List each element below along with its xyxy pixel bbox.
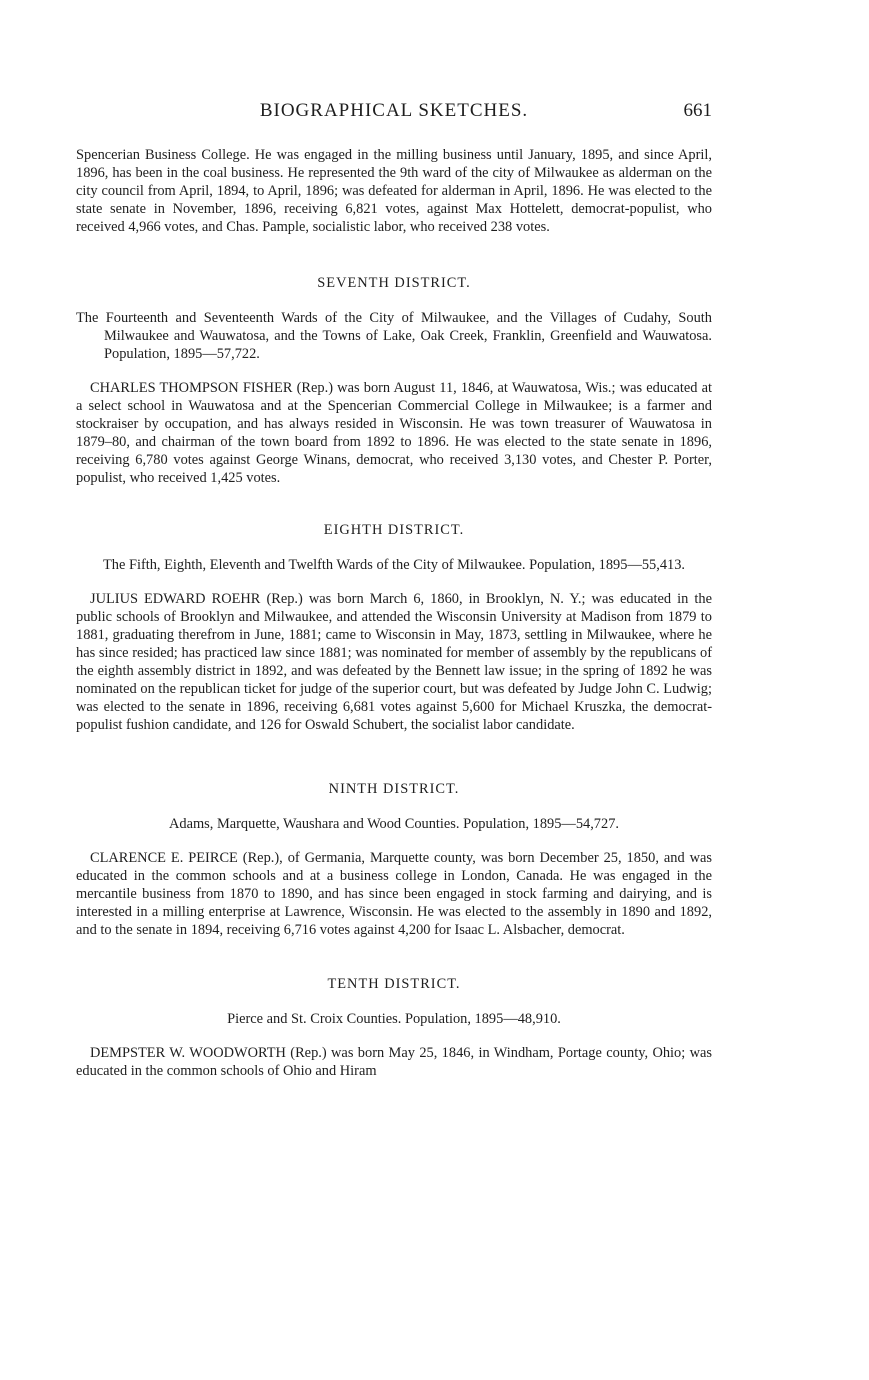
district-description: Adams, Marquette, Waushara and Wood Counties. Population, 1895—54,727. [168, 816, 619, 832]
biography-paragraph: CHARLES THOMPSON FISHER (Rep.) was born August 11, 1846, at Wauwatosa, Wis.; was educated at a select school in Wauwatosa and at the Spencerian Commercial College in Milwaukee; is a farmer and stockraiser by occupation, and has always resided in Wisconsin. He was town treasurer of Wauwatosa in 1879–80, and chairman of the town board from 1892 to 1896. He was elected to the state senate in 1896, receiving 6,780 votes against George Winans, democrat, who received 3,130 votes, and Chester P. Porter, populist, who received 1,425 votes. [76, 380, 712, 486]
district-description: The Fifth, Eighth, Eleventh and Twelfth Wards of the City of Milwaukee. Population, 1895—55,413. [102, 557, 686, 573]
biography-paragraph: JULIUS EDWARD ROEHR (Rep.) was born March 6, 1860, in Brooklyn, N. Y.; was educated in the public schools of Brooklyn and Milwaukee, and attended the Wisconsin University at Madison from 1879 to 1881, graduating therefrom in June, 1881; came to Wisconsin in May, 1873, settling in Milwaukee, where he has since resided; has practiced law since 1881; was nominated for member of assembly by the republicans of the eighth assembly district in 1892, and was defeated by the Bennett law issue; in the spring of 1892 he was nominated on the republican ticket for judge of the superior court, but was defeated by Judge John C. Ludwig; was elected to the senate in 1896, receiving 6,681 votes against 5,600 for Michael Kruszka, the democrat-populist fushion candidate, and 126 for Oswald Schubert, the socialist labor candidate. [76, 591, 712, 733]
page-body [76, 146, 712, 1080]
district-section-eighth [76, 521, 712, 734]
running-title: BIOGRAPHICAL SKETCHES. [259, 100, 529, 121]
district-heading: SEVENTH DISTRICT. [317, 275, 471, 291]
district-heading: NINTH DISTRICT. [328, 781, 460, 797]
district-description: Pierce and St. Croix Counties. Population, 1895—48,910. [227, 1011, 561, 1027]
district-heading: TENTH DISTRICT. [327, 976, 461, 992]
intro-paragraph: Spencerian Business College. He was engaged in the milling business until January, 1895, and since April, 1896, has been in the coal business. He represented the 9th ward of the city of Milwaukee as alderman on the city council from April, 1894, to April, 1896; was defeated for alderman in April, 1896. He was elected to the state senate in November, 1896, receiving 6,821 votes, against Max Hottelett, democrat-populist, who received 4,966 votes, and Chas. Pample, socialistic labor, who received 238 votes. [76, 147, 712, 235]
district-section-seventh [76, 274, 712, 487]
page-number: 661 [683, 100, 712, 121]
district-section-ninth [76, 780, 712, 939]
running-head [76, 100, 712, 128]
biography-paragraph: CLARENCE E. PEIRCE (Rep.), of Germania, Marquette county, was born December 25, 1850, and was educated in the common schools and at a business college in London, Canada. He was engaged in the mercantile business from 1870 to 1890, and has since been engaged in stock farming and dairying, and is interested in a milling enterprise at Lawrence, Wisconsin. He was elected to the assembly in 1890 and 1892, and to the senate in 1894, receiving 6,716 votes against 4,200 for Isaac L. Alsbacher, democrat. [76, 850, 712, 938]
district-section-tenth [76, 975, 712, 1080]
district-heading: EIGHTH DISTRICT. [323, 522, 465, 538]
biography-paragraph: DEMPSTER W. WOODWORTH (Rep.) was born May 25, 1846, in Windham, Portage county, Ohio; was educated in the common schools of Ohio and Hiram [76, 1045, 712, 1079]
district-description: The Fourteenth and Seventeenth Wards of the City of Milwaukee, and the Villages of Cudahy, South Milwaukee and Wauwatosa, and the Towns of Lake, Oak Creek, Franklin, Greenfield and Wauwatosa. Population, 1895—57,722. [76, 310, 712, 362]
